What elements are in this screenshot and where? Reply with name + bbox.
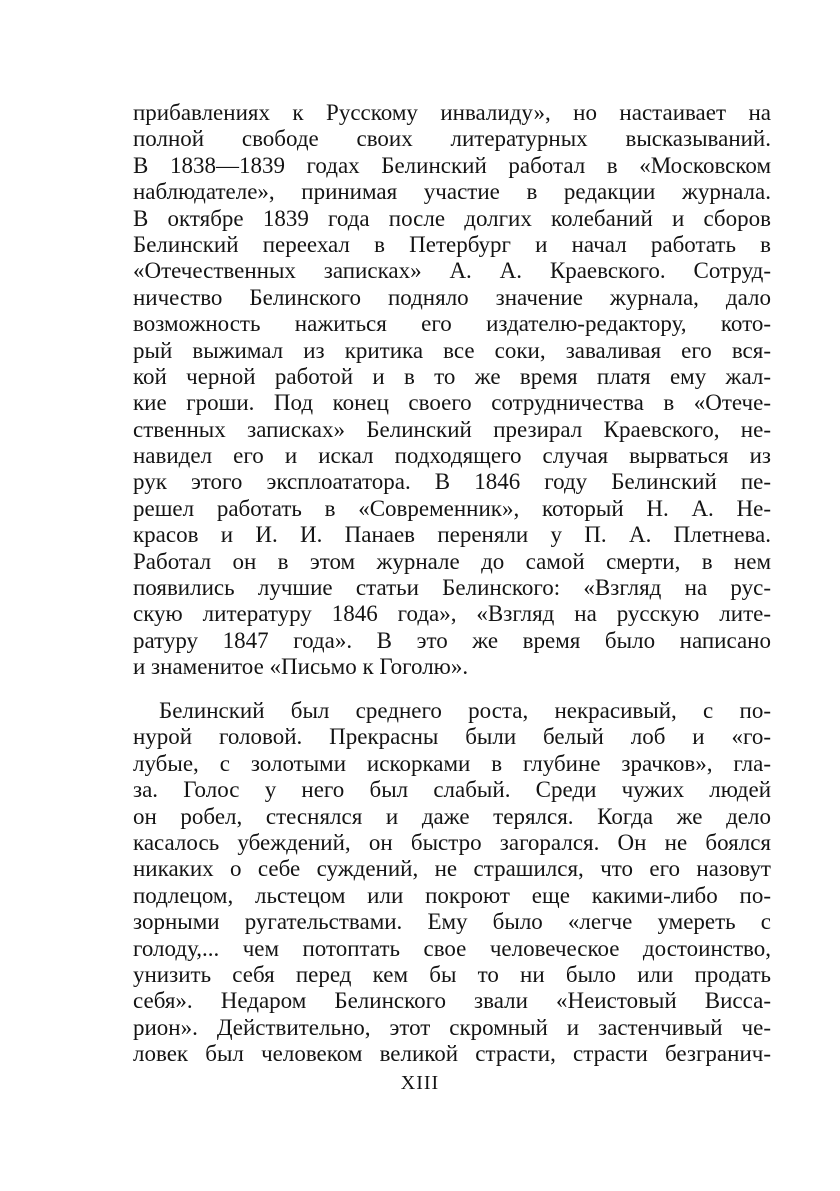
text-line: зорными ругательствами. Ему было «легче умереть с xyxy=(133,909,771,935)
text-line: «Отечественных записках» А. А. Краевского. Сотруд- xyxy=(133,258,771,284)
text-line: за. Голос у него был слабый. Среди чужих людей xyxy=(133,777,771,803)
text-line: красов и И. И. Панаев переняли у П. А. Плетнева. xyxy=(133,522,771,548)
text-line: скую литературу 1846 года», «Взгляд на русскую лите- xyxy=(133,601,771,627)
text-line: кие гроши. Под конец своего сотрудничества в «Отече- xyxy=(133,390,771,416)
text-line: В 1838—1839 годах Белинский работал в «Московском xyxy=(133,152,771,178)
text-line: рый выжимал из критика все соки, заваливая его вся- xyxy=(133,337,771,363)
text-line: возможность нажиться его издателю-редактору, кото- xyxy=(133,311,771,337)
page-number: XIII xyxy=(400,1072,440,1094)
text-line: голоду,... чем потоптать свое человеческое достоинство, xyxy=(133,935,771,961)
text-line: навидел его и искал подходящего случая вырваться из xyxy=(133,443,771,469)
text-line: Белинский переехал в Петербург и начал работать в xyxy=(133,231,771,257)
text-line: касалось убеждений, он быстро загорался. Он не боялся xyxy=(133,829,771,855)
text-line: подлецом, льстецом или покроют еще какими-либо по- xyxy=(133,882,771,908)
text-line: Работал он в этом журнале до самой смерти, в нем xyxy=(133,548,771,574)
text-line: лубые, с золотыми искорками в глубине зрачков», гла- xyxy=(133,750,771,776)
text-line: никаких о себе суждений, не страшился, что его назовут xyxy=(133,856,771,882)
text-line: ничество Белинского подняло значение журнала, дало xyxy=(133,284,771,310)
text-line: унизить себя перед кем бы то ни было или продать xyxy=(133,961,771,987)
text-line: и знаменитое «Письмо к Гоголю». xyxy=(133,654,469,680)
text-line: Белинский был среднего роста, некрасивый, с по- xyxy=(159,698,771,723)
text-line: прибавлениях к Русскому инвалиду», но настаивает на xyxy=(133,100,771,125)
text-line: он робел, стеснялся и даже терялся. Когда же дело xyxy=(133,803,771,829)
text-line: ловек был человеком великой страсти, страсти безгранич- xyxy=(133,1041,771,1067)
text-line: полной свободе своих литературных высказываний. xyxy=(133,126,771,152)
text-line: ственных записках» Белинский презирал Краевского, не- xyxy=(133,416,771,442)
text-line: нурой головой. Прекрасны были белый лоб и «го- xyxy=(133,724,771,750)
paragraph-1 xyxy=(133,100,771,681)
text-line: кой черной работой и в то же время платя ему жал- xyxy=(133,363,771,389)
text-line: наблюдателе», принимая участие в редакции журнала. xyxy=(133,179,771,205)
text-line: В октябре 1839 года после долгих колебаний и сборов xyxy=(133,205,771,231)
text-line: решел работать в «Современник», который Н. А. Не- xyxy=(133,495,771,521)
text-line: ратуру 1847 года». В это же время было написано xyxy=(133,627,771,653)
text-line: рук этого эксплоататора. В 1846 году Белинский пе- xyxy=(133,469,771,495)
text-line: себя». Недаром Белинского звали «Неистовый Висса- xyxy=(133,988,771,1014)
paragraph-2 xyxy=(133,698,771,1067)
text-line: рион». Действительно, этот скромный и застенчивый че- xyxy=(133,1014,771,1040)
text-line: появились лучшие статьи Белинского: «Взгляд на рус- xyxy=(133,575,771,601)
